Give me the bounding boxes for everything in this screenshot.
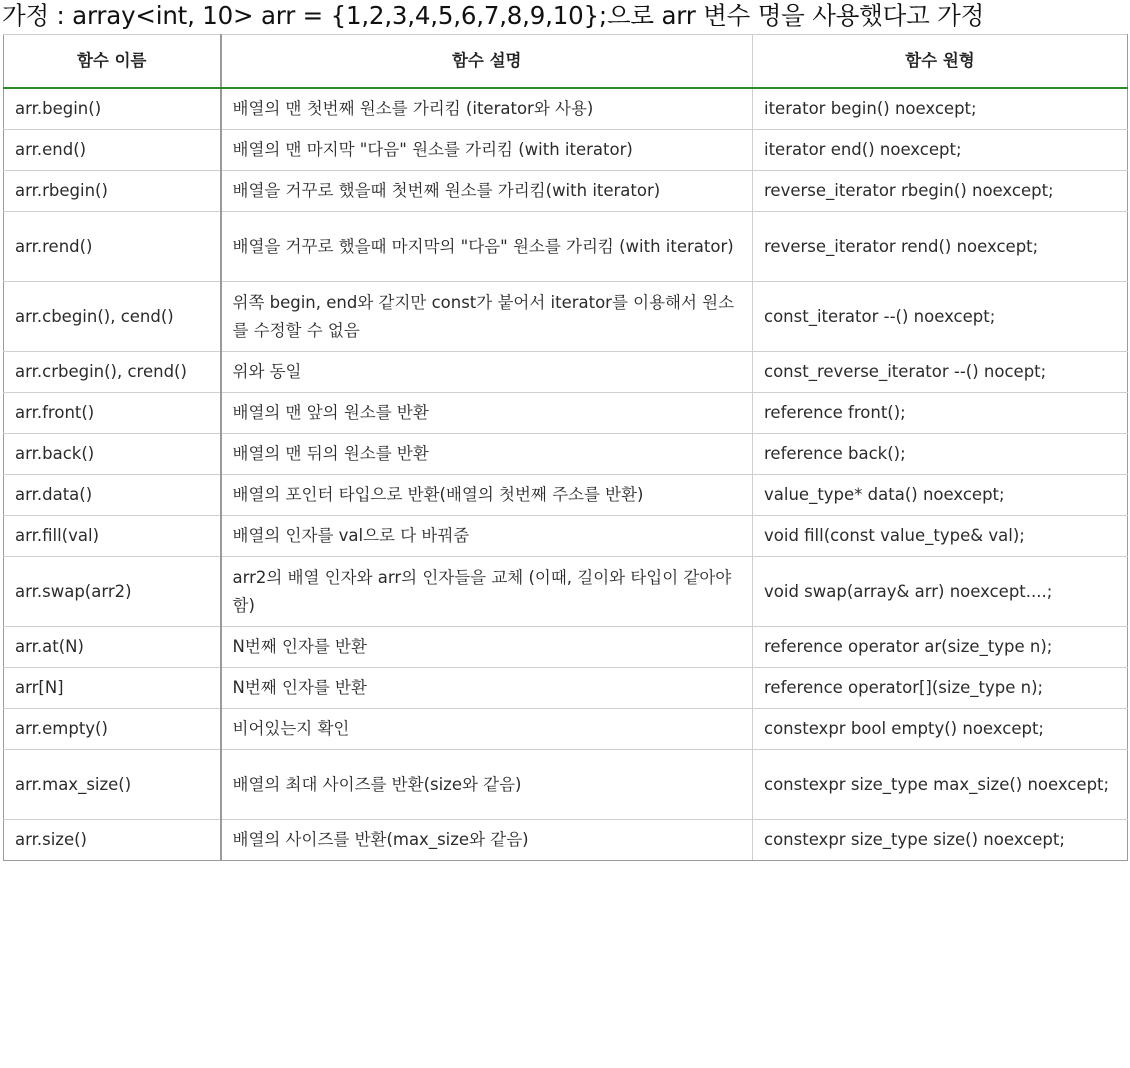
function-prototype-cell: constexpr bool empty() noexcept;: [753, 709, 1128, 750]
function-description-cell: 배열의 맨 뒤의 원소를 반환: [221, 434, 753, 475]
function-name-cell: arr.back(): [4, 434, 221, 475]
function-description-cell: N번째 인자를 반환: [221, 668, 753, 709]
function-name-cell: arr.crbegin(), crend(): [4, 352, 221, 393]
function-prototype-cell: reference operator ar(size_type n);: [753, 627, 1128, 668]
header-function-prototype: 함수 원형: [753, 35, 1128, 89]
table-row: [4, 668, 1128, 709]
header-function-description: 함수 설명: [221, 35, 753, 89]
function-description-cell: 위와 동일: [221, 352, 753, 393]
function-prototype-cell: iterator end() noexcept;: [753, 130, 1128, 171]
function-name-cell: arr.empty(): [4, 709, 221, 750]
function-description-cell: 배열을 거꾸로 했을때 첫번째 원소를 가리킴(with iterator): [221, 171, 753, 212]
function-prototype-cell: constexpr size_type size() noexcept;: [753, 820, 1128, 861]
table-row: [4, 88, 1128, 130]
function-description-cell: 배열의 최대 사이즈를 반환(size와 같음): [221, 750, 753, 820]
function-name-cell: arr.max_size(): [4, 750, 221, 820]
table-row: [4, 750, 1128, 820]
function-prototype-cell: iterator begin() noexcept;: [753, 88, 1128, 130]
function-prototype-cell: reverse_iterator rbegin() noexcept;: [753, 171, 1128, 212]
function-prototype-cell: reference back();: [753, 434, 1128, 475]
assumption-caption: 가정 : array<int, 10> arr = {1,2,3,4,5,6,7,8,9,10};으로 arr 변수 명을 사용했다고 가정: [2, 1, 985, 30]
table-row: [4, 557, 1128, 627]
table-row: [4, 434, 1128, 475]
function-prototype-cell: void fill(const value_type& val);: [753, 516, 1128, 557]
header-row: [4, 35, 1128, 89]
table-row: [4, 212, 1128, 282]
function-name-cell: arr.swap(arr2): [4, 557, 221, 627]
function-name-cell: arr.size(): [4, 820, 221, 861]
table-row: [4, 393, 1128, 434]
function-prototype-cell: const_reverse_iterator --() nocept;: [753, 352, 1128, 393]
function-description-cell: 배열의 인자를 val으로 다 바꿔줌: [221, 516, 753, 557]
function-description-cell: 배열의 사이즈를 반환(max_size와 같음): [221, 820, 753, 861]
function-name-cell: arr.front(): [4, 393, 221, 434]
function-name-cell: arr.at(N): [4, 627, 221, 668]
function-description-cell: 배열의 맨 마지막 "다음" 원소를 가리킴 (with iterator): [221, 130, 753, 171]
function-prototype-cell: const_iterator --() noexcept;: [753, 282, 1128, 352]
function-name-cell: arr.data(): [4, 475, 221, 516]
function-description-cell: 위쪽 begin, end와 같지만 const가 붙어서 iterator를 이용해서 원소를 수정할 수 없음: [221, 282, 753, 352]
function-description-cell: 배열을 거꾸로 했을때 마지막의 "다음" 원소를 가리킴 (with iterator): [221, 212, 753, 282]
function-description-cell: 배열의 맨 첫번째 원소를 가리킴 (iterator와 사용): [221, 88, 753, 130]
function-description-cell: 배열의 포인터 타입으로 반환(배열의 첫번째 주소를 반환): [221, 475, 753, 516]
table-row: [4, 130, 1128, 171]
table-row: [4, 282, 1128, 352]
table-row: [4, 709, 1128, 750]
function-description-cell: 배열의 맨 앞의 원소를 반환: [221, 393, 753, 434]
function-name-cell: arr.fill(val): [4, 516, 221, 557]
function-name-cell: arr[N]: [4, 668, 221, 709]
function-prototype-cell: value_type* data() noexcept;: [753, 475, 1128, 516]
function-name-cell: arr.rend(): [4, 212, 221, 282]
function-prototype-cell: reverse_iterator rend() noexcept;: [753, 212, 1128, 282]
table-row: [4, 475, 1128, 516]
function-prototype-cell: constexpr size_type max_size() noexcept;: [753, 750, 1128, 820]
function-name-cell: arr.end(): [4, 130, 221, 171]
table-row: [4, 171, 1128, 212]
table-row: [4, 820, 1128, 861]
table-row: [4, 627, 1128, 668]
function-prototype-cell: reference operator[](size_type n);: [753, 668, 1128, 709]
header-function-name: 함수 이름: [4, 35, 221, 89]
function-name-cell: arr.cbegin(), cend(): [4, 282, 221, 352]
function-description-cell: arr2의 배열 인자와 arr의 인자들을 교체 (이때, 길이와 타입이 같아야함): [221, 557, 753, 627]
function-prototype-cell: void swap(array& arr) noexcept....;: [753, 557, 1128, 627]
function-description-cell: N번째 인자를 반환: [221, 627, 753, 668]
function-description-cell: 비어있는지 확인: [221, 709, 753, 750]
table-row: [4, 516, 1128, 557]
function-prototype-cell: reference front();: [753, 393, 1128, 434]
table-row: [4, 352, 1128, 393]
array-functions-table: [3, 34, 1128, 861]
function-name-cell: arr.begin(): [4, 88, 221, 130]
function-name-cell: arr.rbegin(): [4, 171, 221, 212]
